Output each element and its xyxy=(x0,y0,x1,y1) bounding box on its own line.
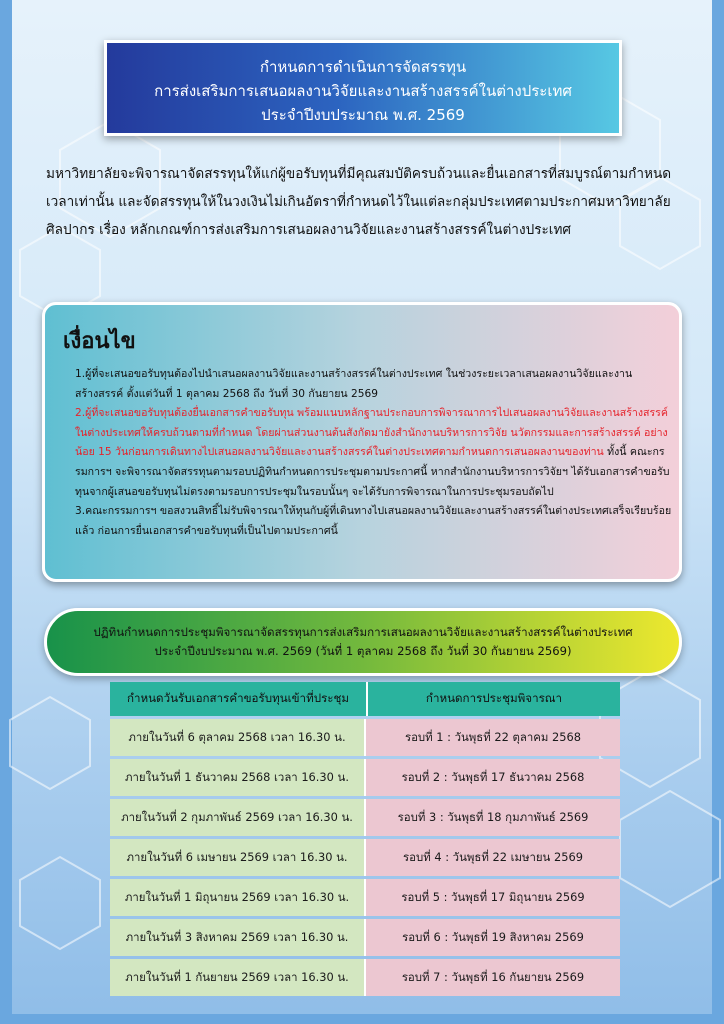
column-header-meeting: กำหนดการประชุมพิจารณา xyxy=(366,682,620,716)
condition-item-2-highlight: 2.ผู้ที่จะเสนอขอรับทุนต้องยื่นเอกสารคำขอรับทุน พร้อมแนบหลักฐานประกอบการพิจารณาการไปเสนอผลงานวิจัยและงานสร้างสรรค์ในต่างประเทศให้ครบถ้วนตามที่กำหนด โดยผ่านส่วนงานต้นสังกัดมายังสำนักงานบริหารการวิจัย นวัตกรรมและการสร้างสรรค์ อย่างน้อย 15 วันก่อนการเดินทางไปเสนอผลงานวิจัยและงานสร้างสรรค์ในต่างประเทศตามกำหนดการเสนอผลงานของท่าน xyxy=(75,407,668,459)
schedule-title-line-2: ประจำปีงบประมาณ พ.ศ. 2569 (วันที่ 1 ตุลาคม 2568 ถึง วันที่ 30 กันยายน 2569) xyxy=(154,644,572,658)
table-row xyxy=(110,719,620,756)
table-row xyxy=(110,799,620,836)
condition-item-1: 1.ผู้ที่จะเสนอขอรับทุนต้องไปนำเสนอผลงานวิจัยและงานสร้างสรรค์ในต่างประเทศ ในช่วงระยะเวลาเสนอผลงานวิจัยและงานสร้างสรรค์ ตั้งแต่วันที่ 1 ตุลาคม 2568 ถึง วันที่ 30 กันยายน 2569 xyxy=(75,368,633,400)
deadline-cell: ภายในวันที่ 6 ตุลาคม 2568 เวลา 16.30 น. xyxy=(110,719,366,756)
meeting-cell: รอบที่ 4 : วันพุธที่ 22 เมษายน 2569 xyxy=(366,839,620,876)
intro-paragraph: มหาวิทยาลัยจะพิจารณาจัดสรรทุนให้แก่ผู้ขอรับทุนที่มีคุณสมบัติครบถ้วนและยื่นเอกสารที่สมบูรณ์ตามกำหนดเวลาเท่านั้น และจัดสรรทุนให้ในวงเงินไม่เกินอัตราที่กำหนดไว้ในแต่ละกลุ่มประเทศตามประกาศมหาวิทยาลัยศิลปากร เรื่อง หลักเกณฑ์การส่งเสริมการเสนอผลงานวิจัยและงานสร้างสรรค์ในต่างประเทศ xyxy=(46,166,672,238)
table-row xyxy=(110,759,620,796)
table-row xyxy=(110,879,620,916)
table-row xyxy=(110,959,620,996)
deadline-cell: ภายในวันที่ 2 กุมภาพันธ์ 2569 เวลา 16.30 น. xyxy=(110,799,366,836)
conditions-list xyxy=(75,365,675,541)
table-row xyxy=(110,919,620,956)
deadline-cell: ภายในวันที่ 1 ธันวาคม 2568 เวลา 16.30 น. xyxy=(110,759,366,796)
meeting-cell: รอบที่ 7 : วันพุธที่ 16 กันยายน 2569 xyxy=(366,959,620,996)
meeting-cell: รอบที่ 2 : วันพุธที่ 17 ธันวาคม 2568 xyxy=(366,759,620,796)
conditions-heading: เงื่อนไข xyxy=(63,329,136,354)
condition-item-2 xyxy=(75,404,675,502)
table-header-row xyxy=(110,682,620,716)
deadline-cell: ภายในวันที่ 6 เมษายน 2569 เวลา 16.30 น. xyxy=(110,839,366,876)
meeting-cell: รอบที่ 3 : วันพุธที่ 18 กุมภาพันธ์ 2569 xyxy=(366,799,620,836)
schedule-title-line-1: ปฏิทินกำหนดการประชุมพิจารณาจัดสรรทุนการส่งเสริมการเสนอผลงานวิจัยและงานสร้างสรรค์ในต่างประเทศ xyxy=(93,625,633,639)
title-line-1: กำหนดการดำเนินการจัดสรรทุน xyxy=(259,58,467,76)
condition-item-2-rest: ทั้งนี้ คณะกรรมการฯ จะพิจารณาจัดสรรทุนตามรอบปฏิทินกำหนดการประชุมตามประกาศนี้ หากสำนักงานบริหารการวิจัยฯ ได้รับเอกสารคำขอรับทุนจากผู้เสนอขอรับทุนไม่ตรงตามรอบการประชุมในรอบนั้นๆ จะได้รับการพิจารณาในการประชุมรอบถัดไป xyxy=(75,446,670,498)
table-row xyxy=(110,839,620,876)
schedule-table xyxy=(110,679,620,999)
condition-item-3: 3.คณะกรรมการฯ ขอสงวนสิทธิ์ไม่รับพิจารณาให้ทุนกับผู้ที่เดินทางไปเสนอผลงานวิจัยและงานสร้างสรรค์ในต่างประเทศเสร็จเรียบร้อยแล้ว ก่อนการยื่นเอกสารคำขอรับทุนที่เป็นไปตามประกาศนี้ xyxy=(75,505,672,537)
meeting-cell: รอบที่ 6 : วันพุธที่ 19 สิงหาคม 2569 xyxy=(366,919,620,956)
deadline-cell: ภายในวันที่ 1 กันยายน 2569 เวลา 16.30 น. xyxy=(110,959,366,996)
title-line-2: การส่งเสริมการเสนอผลงานวิจัยและงานสร้างสรรค์ในต่างประเทศ xyxy=(154,82,572,100)
meeting-cell: รอบที่ 1 : วันพุธที่ 22 ตุลาคม 2568 xyxy=(366,719,620,756)
column-header-deadline: กำหนดวันรับเอกสารคำขอรับทุนเข้าที่ประชุม xyxy=(110,682,366,716)
title-line-3: ประจำปีงบประมาณ พ.ศ. 2569 xyxy=(261,106,465,124)
meeting-cell: รอบที่ 5 : วันพุธที่ 17 มิถุนายน 2569 xyxy=(366,879,620,916)
conditions-panel xyxy=(42,302,682,582)
deadline-cell: ภายในวันที่ 3 สิงหาคม 2569 เวลา 16.30 น. xyxy=(110,919,366,956)
deadline-cell: ภายในวันที่ 1 มิถุนายน 2569 เวลา 16.30 น. xyxy=(110,879,366,916)
schedule-banner xyxy=(44,608,682,676)
title-banner xyxy=(104,40,622,136)
